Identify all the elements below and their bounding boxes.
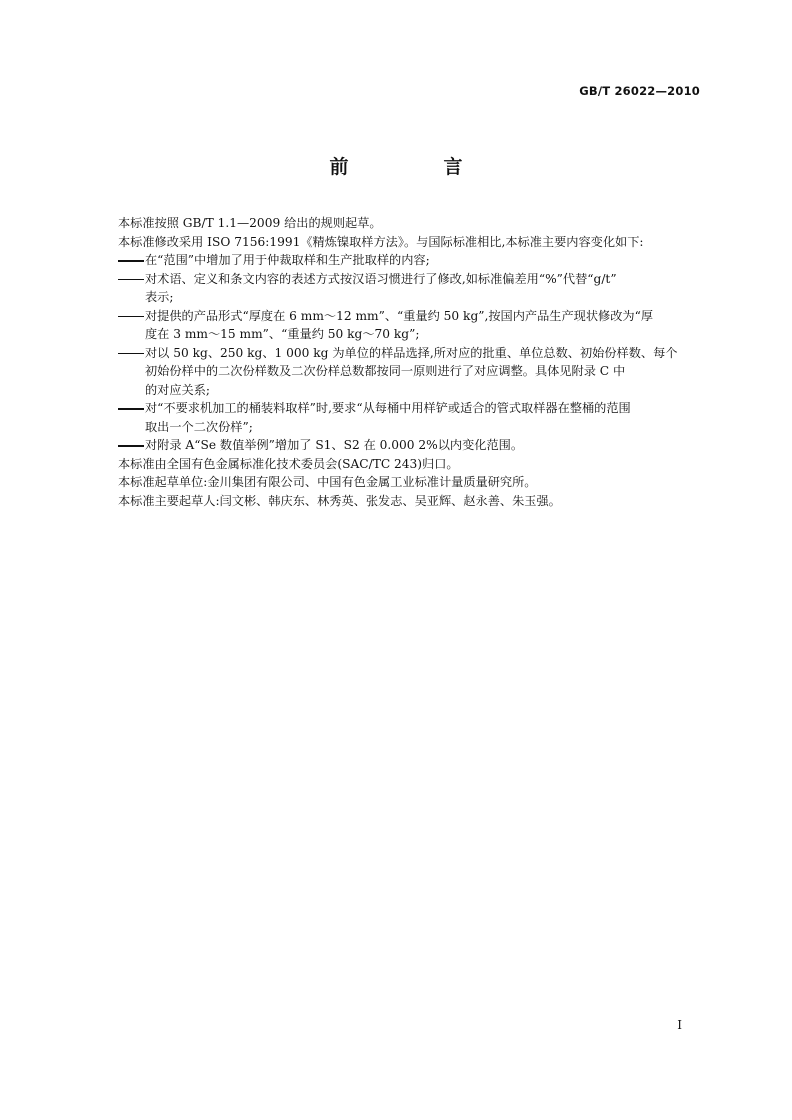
paragraph: 本标准主要起草人:闫文彬、韩庆东、林秀英、张发志、吴亚辉、赵永善、朱玉强。: [118, 493, 561, 508]
standard-number: GB/T 26022—2010: [579, 84, 700, 98]
item-line: 取出一个二次份样”;: [145, 419, 253, 434]
page-number: I: [677, 1018, 682, 1032]
em-dash-bullet: [118, 408, 144, 410]
change-item: [118, 399, 708, 436]
item-line: 对附录 A“Se 数值举例”增加了 S1、S2 在 0.000 2%以内变化范围。: [145, 438, 524, 452]
item-line: 初始份样中的二次份样数及二次份样总数都按同一原则进行了对应调整。具体见附录 C 中: [145, 364, 626, 378]
item-line: 度在 3 mm～15 mm”、“重量约 50 kg～70 kg”;: [145, 327, 420, 341]
paragraph: 本标准修改采用 ISO 7156:1991《精炼镍取样方法》。与国际标准相比,本标准主要内容变化如下:: [118, 234, 644, 249]
change-item: [118, 307, 708, 344]
em-dash-bullet: [118, 279, 144, 281]
item-line: 的对应关系;: [145, 382, 211, 397]
change-item: [118, 270, 708, 307]
page-title: 前 言: [329, 156, 501, 178]
em-dash-bullet: [118, 260, 144, 262]
change-item: [118, 251, 708, 270]
item-line: 对术语、定义和条文内容的表述方式按汉语习惯进行了修改,如标准偏差用“%”代替“g/t”: [145, 271, 617, 286]
em-dash-bullet: [118, 316, 144, 318]
foreword-body: [118, 214, 708, 510]
paragraph: 本标准由全国有色金属标准化技术委员会(SAC/TC 243)归口。: [118, 456, 459, 471]
item-line: 对“不要求机加工的桶装料取样”时,要求“从每桶中用样铲或适合的管式取样器在整桶的范围: [145, 401, 631, 415]
item-line: 在“范围”中增加了用于仲裁取样和生产批取样的内容;: [145, 253, 430, 267]
paragraph: 本标准起草单位:金川集团有限公司、中国有色金属工业标准计量质量研究所。: [118, 475, 537, 489]
paragraph: 本标准按照 GB/T 1.1—2009 给出的规则起草。: [118, 216, 382, 230]
em-dash-bullet: [118, 445, 144, 447]
em-dash-bullet: [118, 353, 144, 355]
change-item: [118, 344, 708, 400]
item-line: 对提供的产品形式“厚度在 6 mm～12 mm”、“重量约 50 kg”,按国内产品生产现状修改为“厚: [145, 308, 654, 323]
change-item: [118, 436, 708, 455]
item-line: 表示;: [145, 290, 174, 304]
item-line: 对以 50 kg、250 kg、1 000 kg 为单位的样品选择,所对应的批重、单位总数、初始份样数、每个: [145, 345, 678, 360]
